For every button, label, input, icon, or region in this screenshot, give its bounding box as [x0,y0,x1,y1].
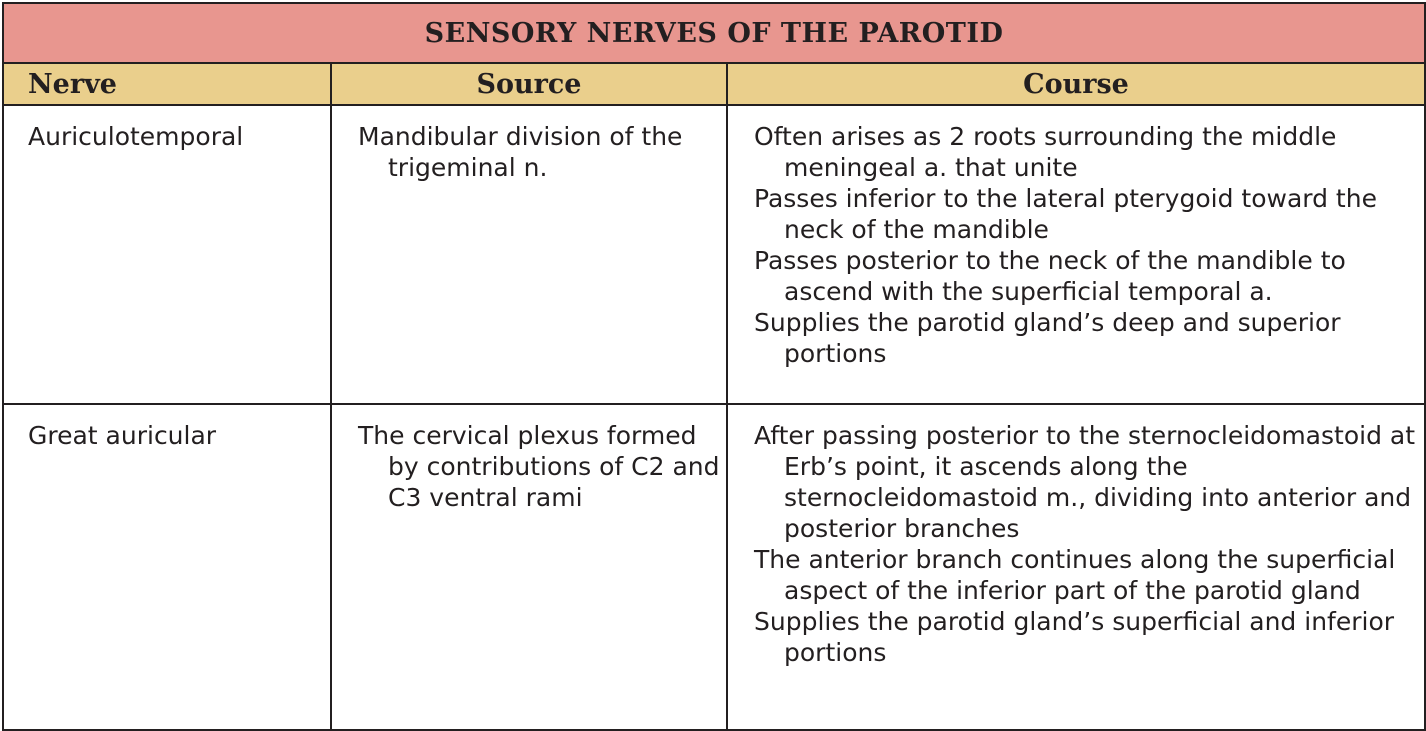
nerve-cell [3,105,331,404]
sensory-nerves-table [2,2,1426,731]
table-row [3,404,1425,730]
course-item: Passes inferior to the lateral pterygoid toward the neck of the mandible [754,184,1377,244]
table-title: SENSORY NERVES OF THE PAROTID [3,3,1425,63]
source-text: Mandibular division of the trigeminal n. [358,122,683,182]
course-cell [727,404,1425,730]
column-header-nerve: Nerve [3,63,331,105]
course-item: Often arises as 2 roots surrounding the middle meningeal a. that unite [754,122,1337,182]
table-row [3,105,1425,404]
course-item: Supplies the parotid gland’s superficial and inferior portions [754,607,1395,667]
course-item: The anterior branch continues along the superficial aspect of the inferior part of the parotid gland [754,545,1396,605]
column-header-course: Course [727,63,1425,105]
course-item: After passing posterior to the sternocleidomastoid at Erb’s point, it ascends along the sternocleidomastoid m., dividing into anterior and posterior branches [754,421,1416,543]
course-list [754,121,1424,369]
course-cell [727,105,1425,404]
source-cell [331,404,727,730]
nerve-cell [3,404,331,730]
nerve-name: Great auricular [28,421,217,450]
table-header-row [3,63,1425,105]
nerve-name: Auriculotemporal [28,122,244,151]
table-title-row [3,3,1425,63]
course-item: Passes posterior to the neck of the mandible to ascend with the superficial temporal a. [754,246,1346,306]
course-item: Supplies the parotid gland’s deep and superior portions [754,308,1341,368]
column-header-source: Source [331,63,727,105]
source-text: The cervical plexus formed by contributions of C2 and C3 ventral rami [358,421,720,512]
table-figure [2,2,1424,697]
course-list [754,420,1424,668]
source-cell [331,105,727,404]
